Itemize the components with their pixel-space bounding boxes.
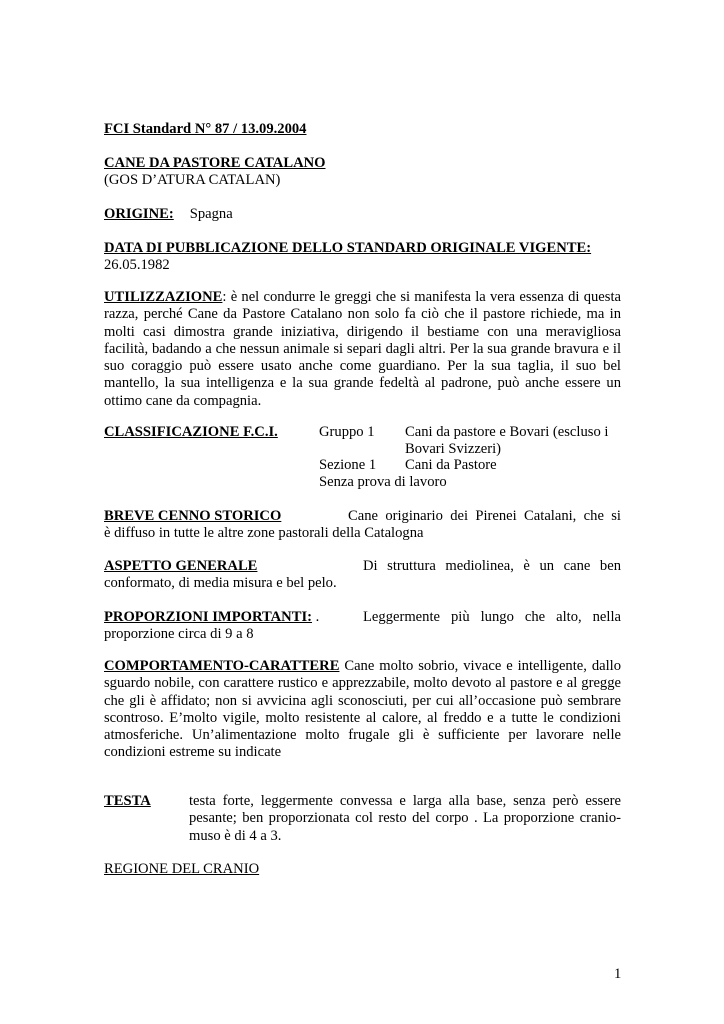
origin-label: ORIGINE: — [104, 206, 174, 222]
proportions-suffix: . — [312, 609, 320, 625]
origin-value: Spagna — [189, 206, 233, 222]
origin — [104, 206, 233, 223]
utilization-paragraph — [104, 289, 621, 410]
utilization-text: : è nel condurre le greggi che si manifesta la vera essenza di questa razza, perché Cane da Pastore Catalano non solo fa ciò che il pastore richiede, ma in molti casi dimostra grande iniziativa, dirigendo il bestiame con una meravigliosa facilità, badando a che nessun animale si separi dagli altri. Per la sua grande bravura e il suo coraggio può essere usato anche come guardiano. Per la sua taglia, il suo bel mantello, la sua intelligenza e la sua grande fedeltà al padrone, può anche essere un ottimo cane da compagnia. — [104, 289, 621, 409]
classification-group-value-1: Cani da pastore e Bovari (escluso i — [405, 424, 609, 440]
utilization-label: UTILIZZAZIONE — [104, 289, 223, 305]
head-text: testa forte, leggermente convessa e larga alla base, senza però essere pesante; ben proporzionata col resto del corpo . La proporzione cranio-muso è di 4 a 3. — [189, 793, 621, 844]
temperament-paragraph — [104, 658, 621, 762]
publication-label: DATA DI PUBBLICAZIONE DELLO STANDARD ORIGINALE VIGENTE: — [104, 240, 592, 256]
cranial-region-heading: REGIONE DEL CRANIO — [104, 861, 260, 877]
general-appearance-text-1: Di struttura mediolinea, è un cane ben — [363, 558, 621, 574]
proportions-text-2: proporzione circa di 9 a 8 — [104, 626, 254, 642]
proportions-text-1: Leggermente più lungo che alto, nella — [363, 609, 621, 625]
temperament-label: COMPORTAMENTO-CARATTERE — [104, 658, 340, 674]
history-text-1: Cane originario dei Pirenei Catalani, che si — [348, 508, 621, 524]
proportions-label: PROPORZIONI IMPORTANTI: — [104, 609, 312, 625]
general-appearance-text-2: conformato, di media misura e bel pelo. — [104, 575, 337, 591]
publication-date: 26.05.1982 — [104, 257, 170, 273]
proportions-heading — [104, 609, 319, 626]
breed-native-name: (GOS D’ATURA CATALAN) — [104, 172, 281, 188]
history-label: BREVE CENNO STORICO — [104, 508, 282, 524]
breed-name: CANE DA PASTORE CATALANO — [104, 155, 326, 171]
classification-section-value: Cani da Pastore — [405, 457, 497, 473]
general-appearance-label: ASPETTO GENERALE — [104, 558, 258, 574]
document-page — [104, 0, 621, 1024]
page-number: 1 — [614, 966, 622, 982]
temperament-text: Cane molto sobrio, vivace e intelligente, dallo sguardo nobile, con carattere rustico e apprezzabile, molto devoto al pastore e al gregge che gli è affidato; non si avvicina agli sconosciuti, per cui all’occasione può sembrare scontroso. E’molto vigile, molto resistente al calore, al freddo e a tutte le condizioni atmosferiche. Un’alimentazione molto frugale gli è sufficiente per lavorare nelle condizioni estreme su indicate — [104, 658, 621, 761]
classification-work-trial: Senza prova di lavoro — [319, 474, 447, 490]
classification-group-value-2: Bovari Svizzeri) — [405, 441, 502, 457]
head-label: TESTA — [104, 793, 151, 809]
classification-label: CLASSIFICAZIONE F.C.I. — [104, 424, 278, 440]
classification-group-label: Gruppo 1 — [319, 424, 375, 440]
history-text-2: è diffuso in tutte le altre zone pastorali della Catalogna — [104, 525, 424, 541]
classification-section-label: Sezione 1 — [319, 457, 377, 473]
standard-number: FCI Standard N° 87 / 13.09.2004 — [104, 121, 307, 137]
